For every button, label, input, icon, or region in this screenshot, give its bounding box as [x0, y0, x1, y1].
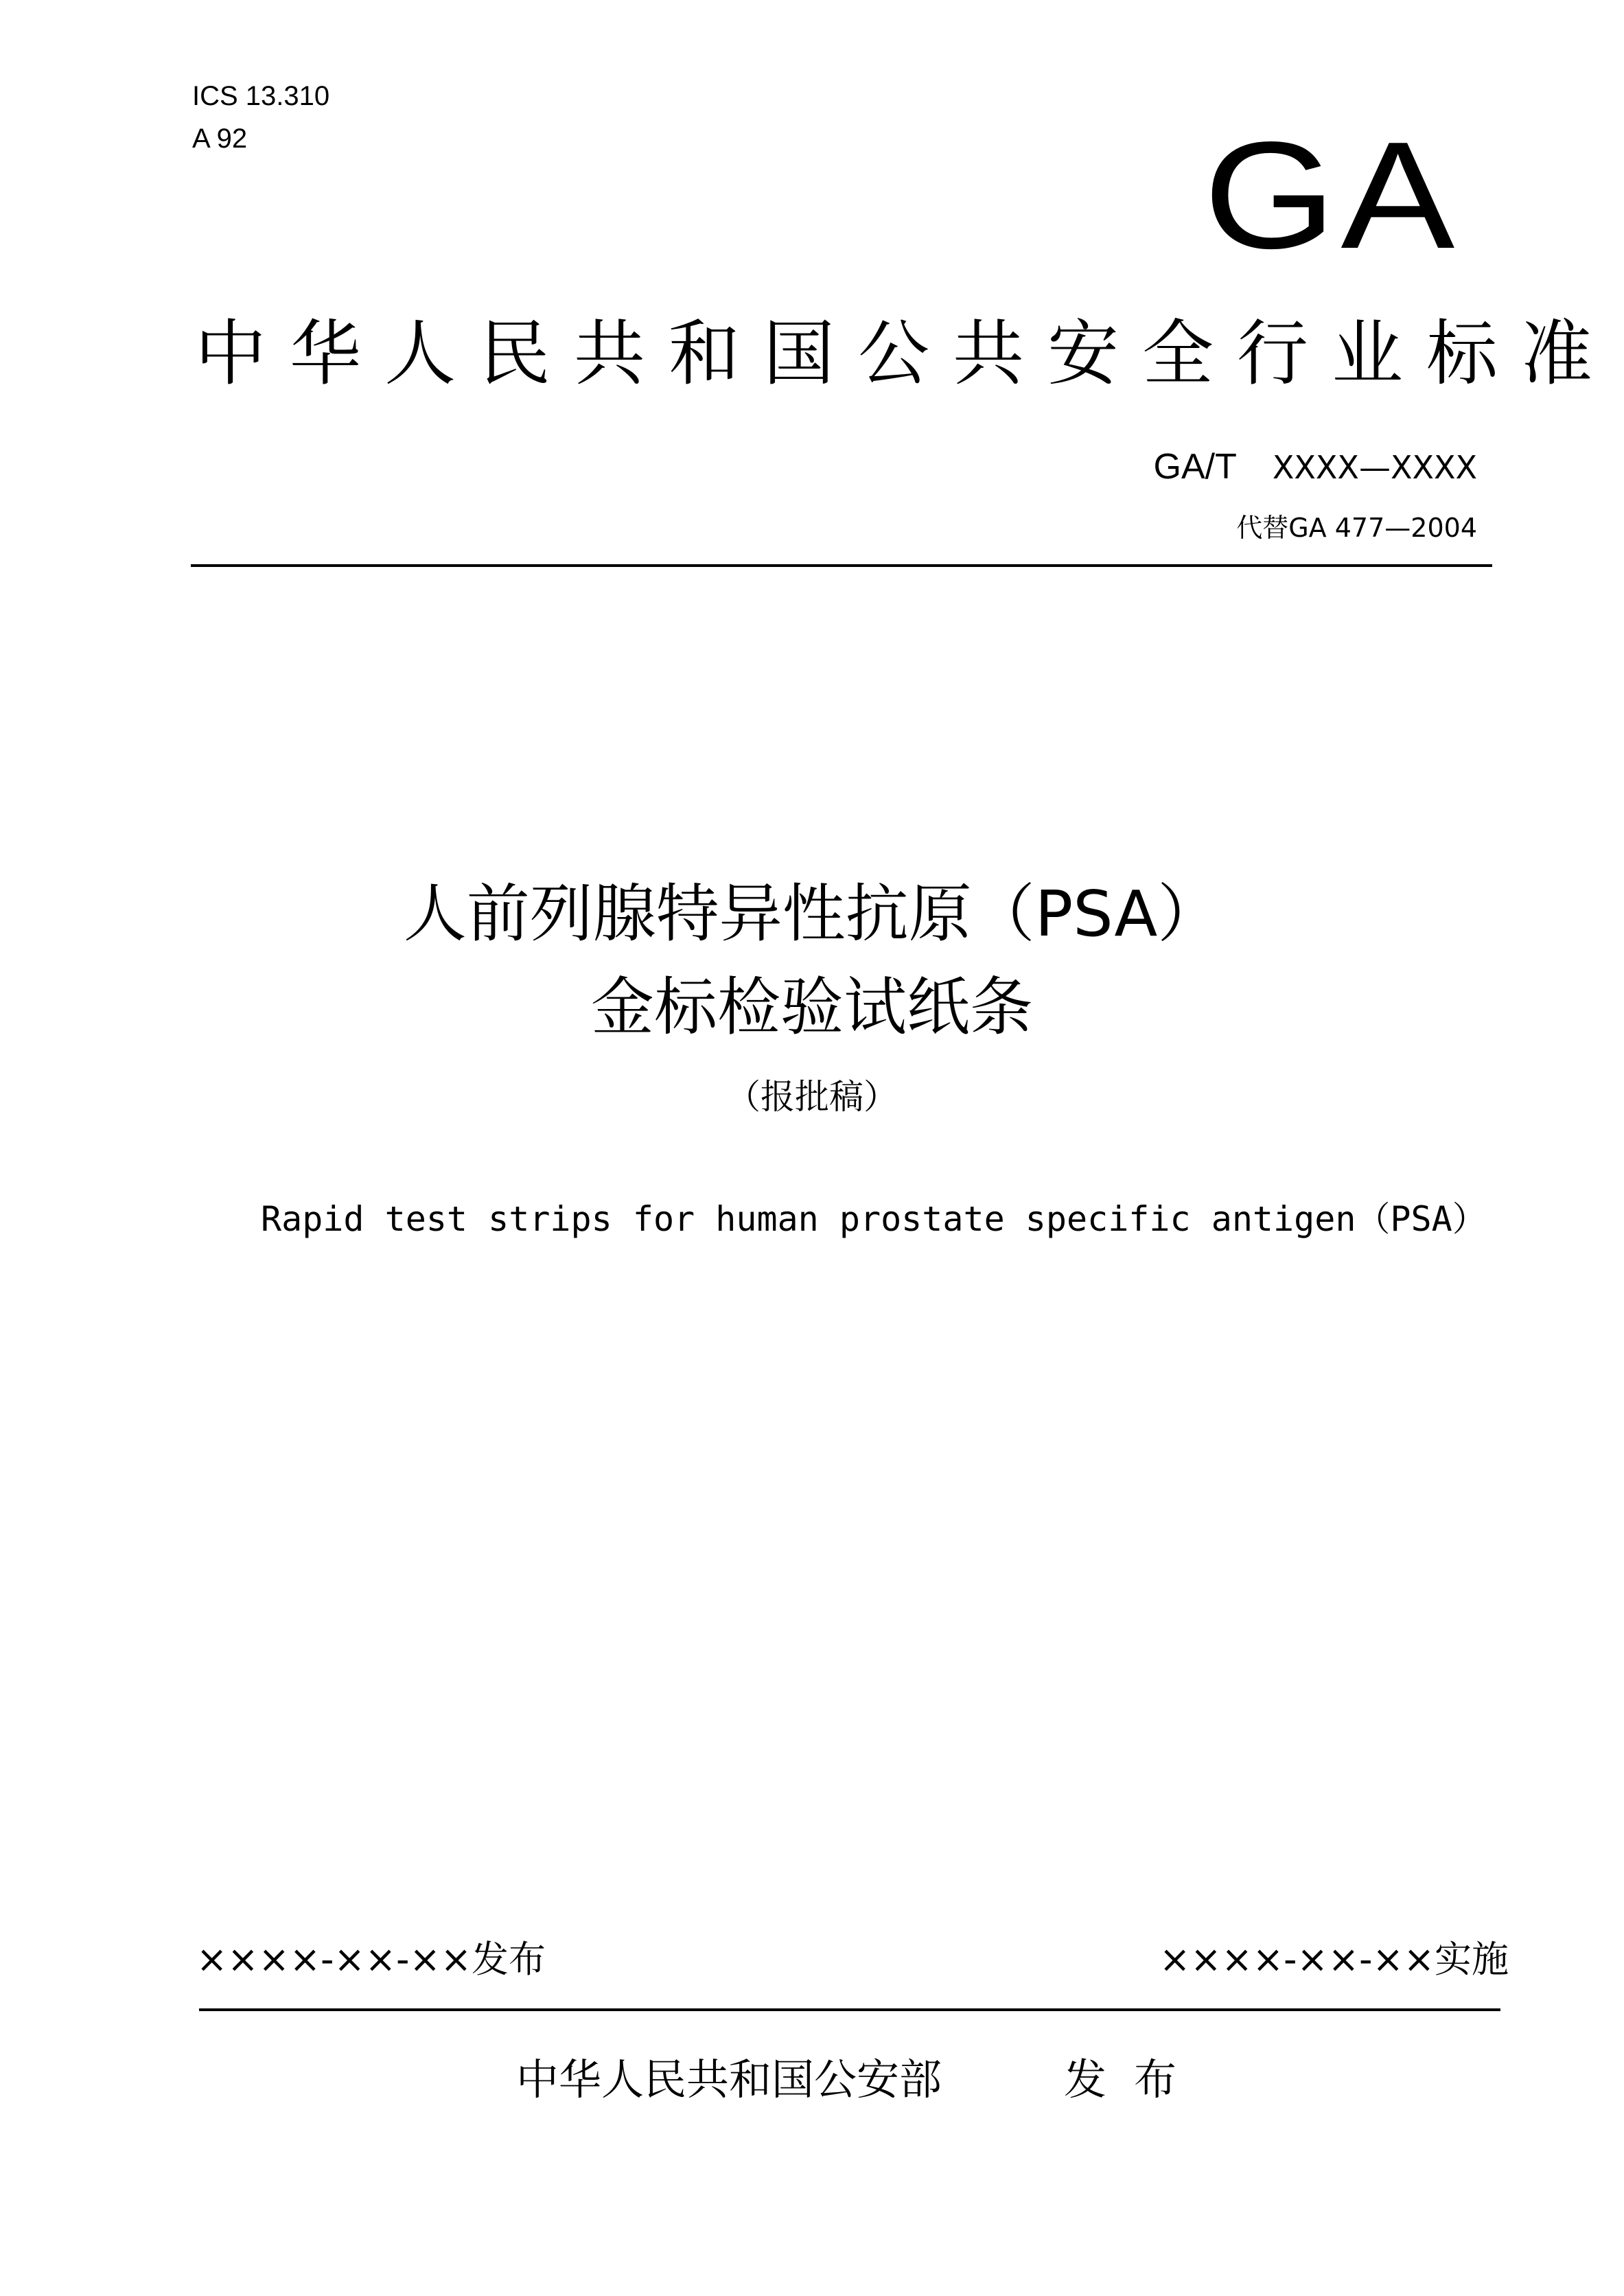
ics-code: ICS 13.310 [192, 81, 330, 111]
issue-label: 发布 [1064, 2054, 1205, 2104]
publish-date: ××××-××-××发布 [196, 1938, 546, 1981]
replaces-standard: 代替GA 477—2004 [1236, 513, 1477, 543]
classification-code: A 92 [192, 124, 248, 154]
standard-number-value: XXXX—XXXX [1272, 449, 1477, 486]
bottom-divider [199, 2008, 1500, 2011]
ga-logo: GA [1203, 111, 1459, 281]
draft-status: （报批稿） [726, 1077, 898, 1117]
standard-title: 中华人民共和国公共安全行业标准 [195, 312, 1616, 395]
english-title: Rapid test strips for human prostate specific antigen（PSA） [261, 1199, 1487, 1239]
standard-number [1154, 446, 1477, 488]
implement-date: ××××-××-××实施 [1159, 1938, 1509, 1981]
document-title-line2: 金标检验试纸条 [590, 971, 1033, 1044]
standard-number-prefix: GA/T [1153, 447, 1237, 487]
top-divider [191, 564, 1492, 567]
issuing-authority: 中华人民共和国公安部 [516, 2054, 942, 2104]
document-title-line1: 人前列腺特异性抗原（PSA） [403, 877, 1221, 951]
